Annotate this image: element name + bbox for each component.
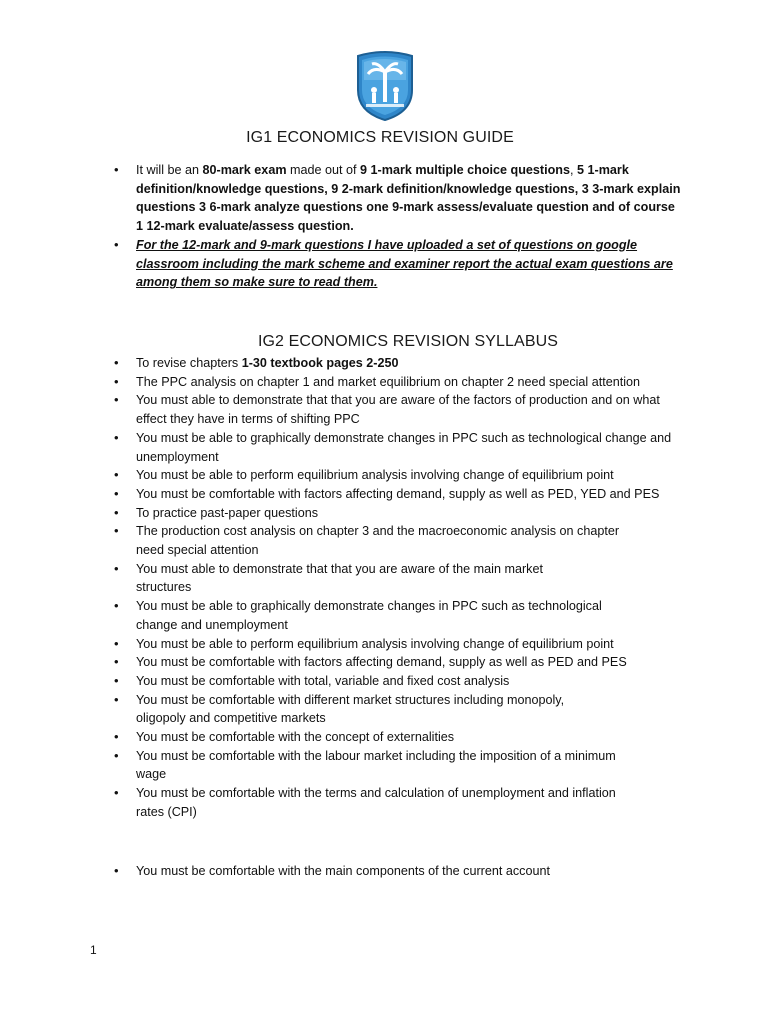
list-item: • You must be comfortable with factors affecting demand, supply as well as PED, YED and PES	[136, 485, 684, 504]
list-item: • It will be an 80-mark exam made out of 9 1-mark multiple choice questions, 5 1-mark definition/knowledge questions, 9 2-mark definition/knowledge questions, 3 3-mark explain questions 3 6-mark analyze questions one 9-mark assess/evaluate question and of course 1 12-mark evaluate/assess question.	[136, 161, 684, 236]
list-item: • You must be comfortable with the terms and calculation of unemployment and inflation rates (CPI)	[136, 784, 636, 821]
school-crest-icon	[352, 50, 418, 122]
list-item: • You must be able to graphically demonstrate changes in PPC such as technological change and unemployment	[136, 429, 684, 466]
section1-title: IG1 ECONOMICS REVISION GUIDE	[246, 129, 514, 146]
page-number: 1	[90, 943, 97, 957]
exam-info-list	[136, 161, 684, 292]
current-account-list	[136, 862, 684, 881]
list-item: • You must be comfortable with the labour market including the imposition of a minimum wage	[136, 747, 636, 784]
list-item: • You must able to demonstrate that that you are aware of the factors of production and on what effect they have in terms of shifting PPC	[136, 391, 684, 428]
list-item: • You must able to demonstrate that that you are aware of the main market structures	[136, 560, 566, 597]
list-item: • The PPC analysis on chapter 1 and market equilibrium on chapter 2 need special attention	[136, 373, 684, 392]
list-item: • You must be comfortable with different market structures including monopoly, oligopoly and competitive markets	[136, 691, 586, 728]
section2-title: IG2 ECONOMICS REVISION SYLLABUS	[257, 333, 559, 350]
list-item: • You must be comfortable with total, variable and fixed cost analysis	[136, 672, 684, 691]
list-item: • You must be able to perform equilibrium analysis involving change of equilibrium point	[136, 635, 684, 654]
list-item: • You must be comfortable with the main components of the current account	[136, 862, 684, 881]
list-item: • You must be comfortable with factors affecting demand, supply as well as PED and PES	[136, 653, 684, 672]
list-item: • You must be able to graphically demonstrate changes in PPC such as technological change and unemployment	[136, 597, 606, 634]
list-item: • To revise chapters 1-30 textbook pages 2-250	[136, 354, 684, 373]
syllabus-list	[136, 354, 684, 822]
list-item: • You must be able to perform equilibrium analysis involving change of equilibrium point	[136, 466, 684, 485]
list-item: • To practice past-paper questions	[136, 504, 684, 523]
list-item: • You must be comfortable with the concept of externalities	[136, 728, 684, 747]
list-item: • For the 12-mark and 9-mark questions I have uploaded a set of questions on google classroom including the mark scheme and examiner report the actual exam questions are among them so make sure to read them.	[136, 236, 684, 292]
list-item: • The production cost analysis on chapter 3 and the macroeconomic analysis on chapter need special attention	[136, 522, 626, 559]
